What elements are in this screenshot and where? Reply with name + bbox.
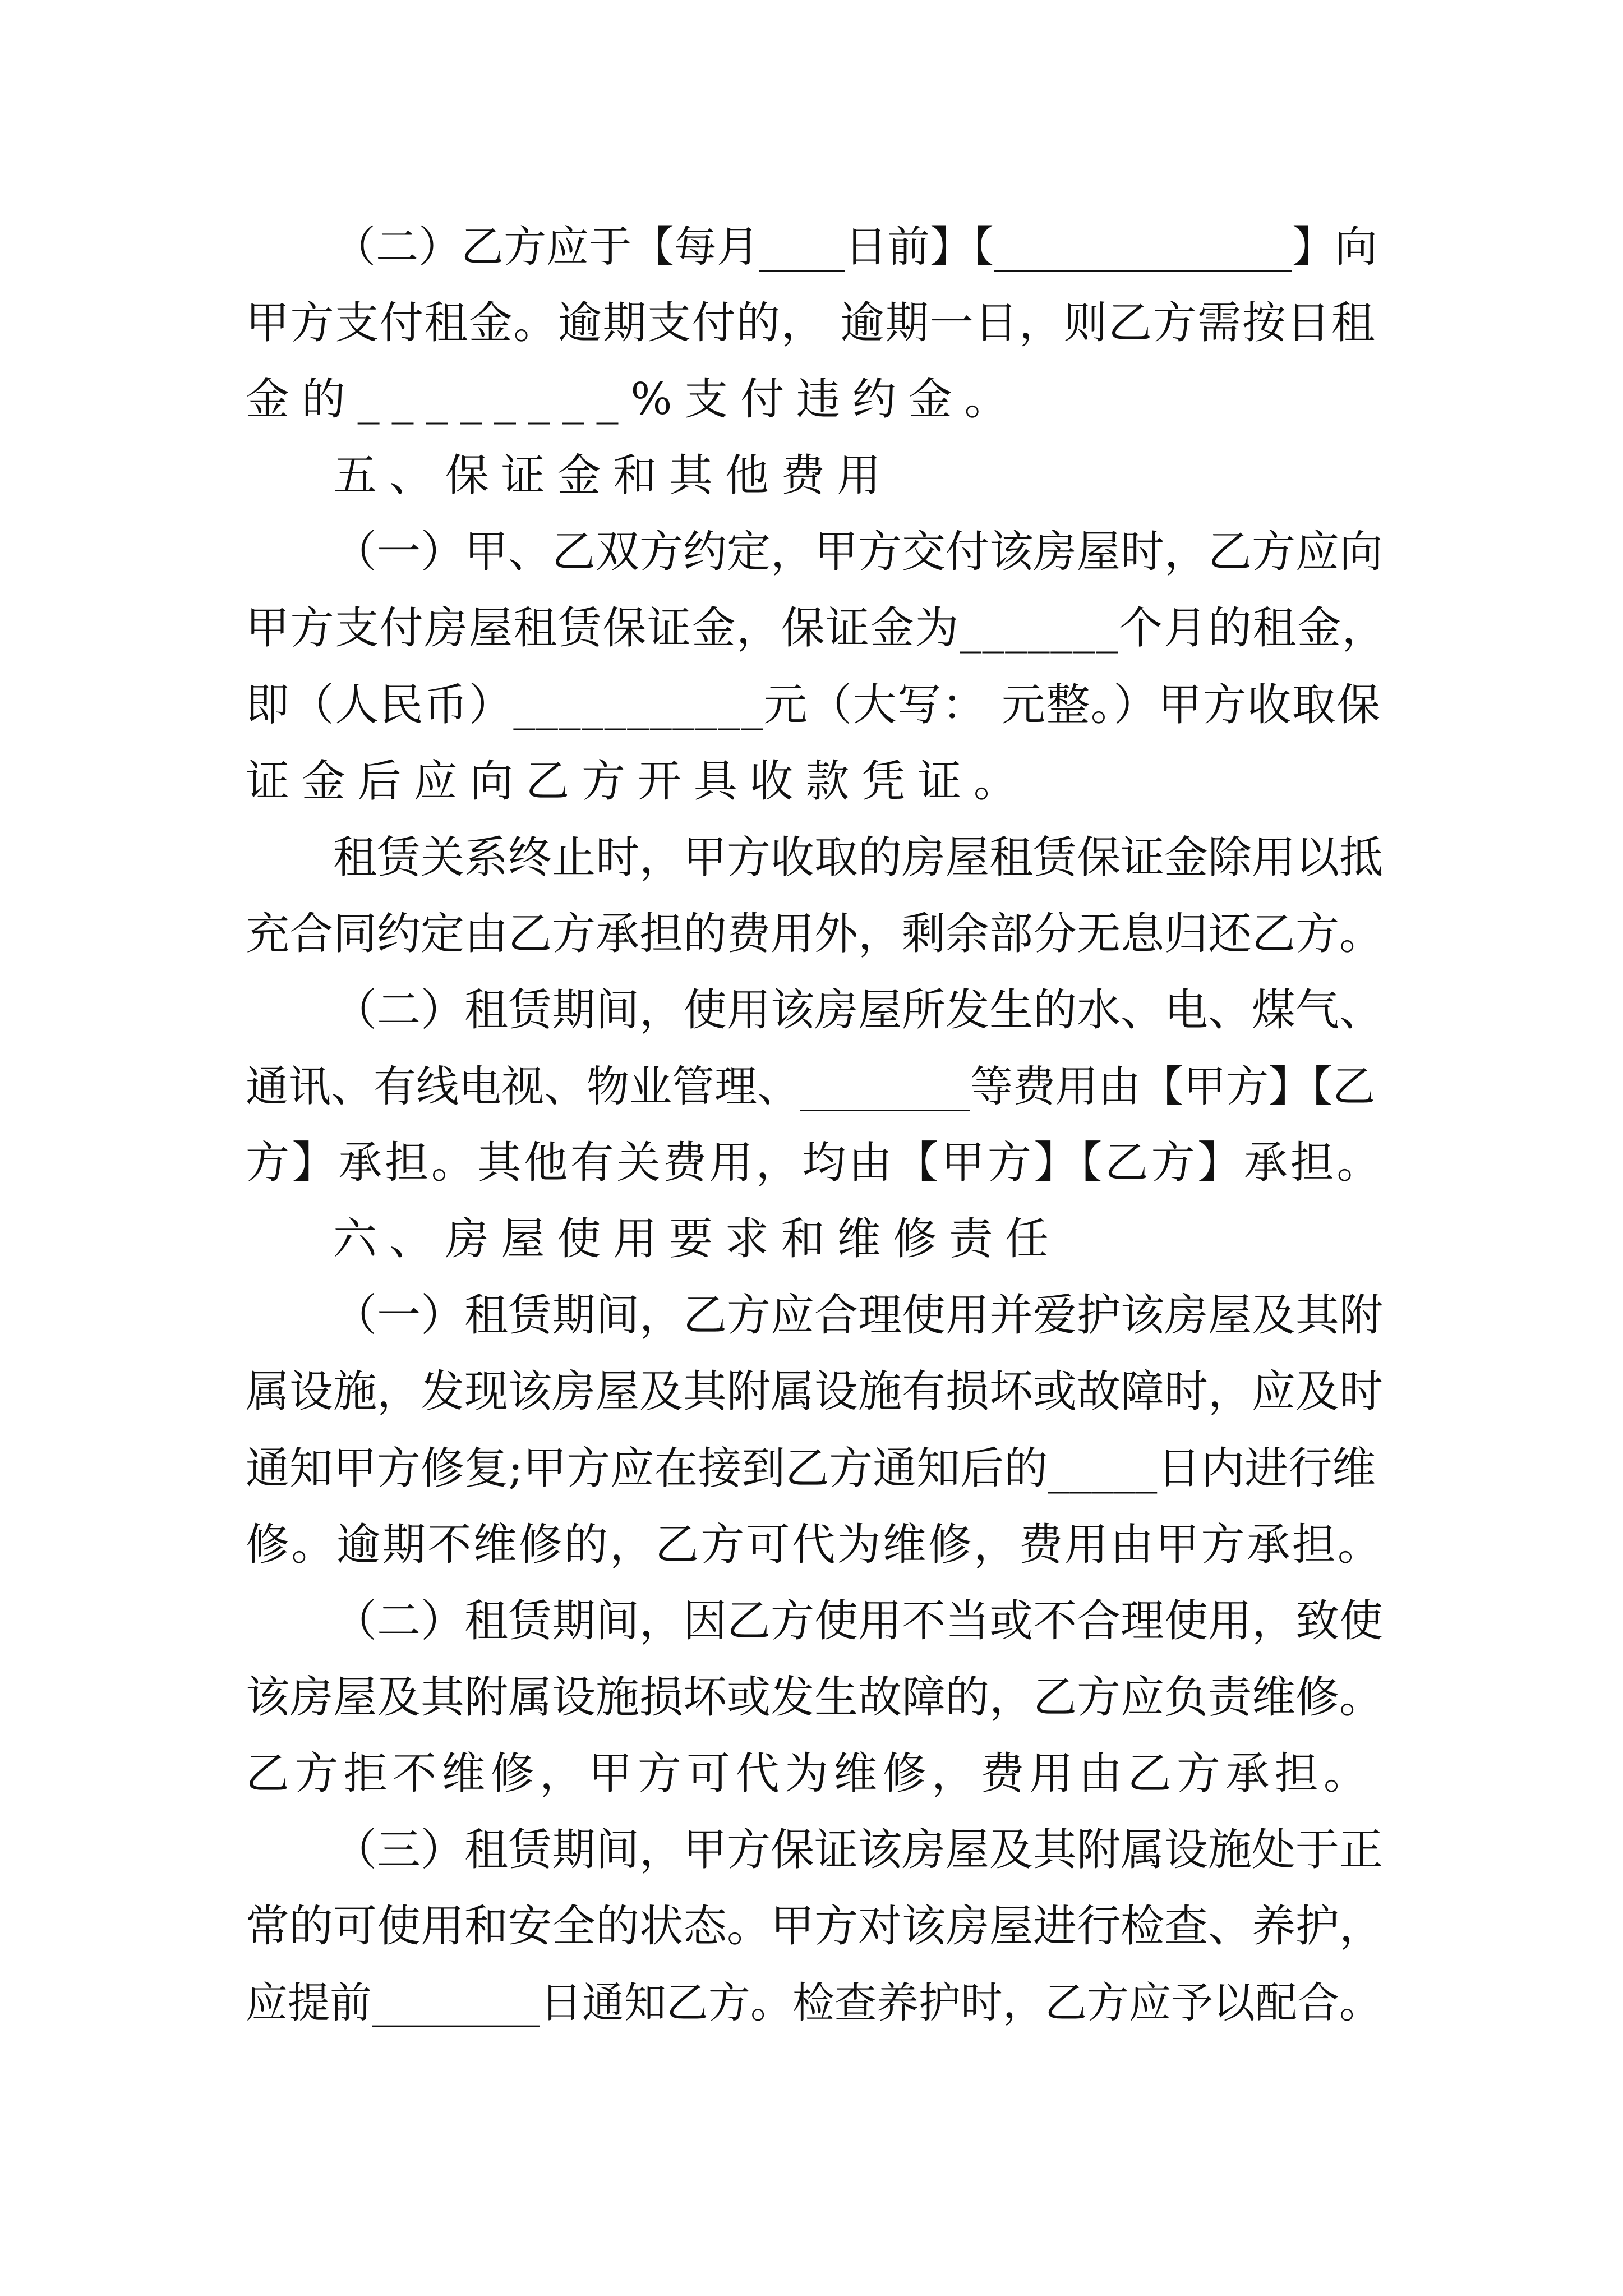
text-line: （三）租赁期间，甲方保证该房屋及其附属设施处于正 [333,1824,1384,1875]
document-body [246,209,1390,2041]
text-line: 属设施，发现该房屋及其附属设施有损坏或故障时，应及时 [246,1366,1384,1418]
text-line: 即（人民币）___________元（大写： 元整。）甲方收取保 [246,679,1381,730]
text-line: （二）租赁期间，因乙方使用不当或不合理使用，致使 [333,1595,1384,1646]
text-line: （一）租赁期间，乙方应合理使用并爱护该房屋及其附 [333,1290,1384,1341]
text-line: 通知甲方修复;甲方应在接到乙方通知后的_____日内进行维 [246,1443,1376,1494]
text-line: 修。逾期不维修的，乙方可代为维修，费用由甲方承担。 [246,1519,1384,1570]
text-line: （二）乙方应于【每月____日前】【______________】向 [333,222,1377,272]
text-line: （二）租赁期间，使用该房屋所发生的水、电、煤气、 [333,984,1384,1036]
text-line: 该房屋及其附属设施损坏或发生故障的，乙方应负责维修。 [246,1672,1384,1723]
text-line: 租赁关系终止时，甲方收取的房屋租赁保证金除用以抵 [333,832,1384,883]
text-line: 甲方支付房屋租赁保证金，保证金为_______个月的租金， [246,603,1387,654]
section-heading: 五、保证金和其他费用 [333,450,893,501]
text-line: 甲方支付租金。逾期支付的， 逾期一日，则乙方需按日租 [246,298,1376,349]
text-line: 证金后应向乙方开具收款凭证。 [246,756,1030,807]
text-line: 方】承担。其他有关费用，均由【甲方】【乙方】承担。 [246,1138,1384,1189]
text-line: 常的可使用和安全的状态。甲方对该房屋进行检查、养护， [246,1901,1384,1952]
text-line: 通讯、有线电视、物业管理、________等费用由【甲方】【乙 [246,1061,1375,1112]
section-heading: 六、房屋使用要求和维修责任 [333,1214,1061,1265]
text-line: 充合同约定由乙方承担的费用外，剩余部分无息归还乙方。 [246,908,1384,959]
text-line: 应提前________日通知乙方。检查养护时，乙方应予以配合。 [246,1978,1382,2028]
text-line: （一）甲、乙双方约定，甲方交付该房屋时，乙方应向 [333,527,1384,578]
text-line: 乙方拒不维修，甲方可代为维修，费用由乙方承担。 [246,1748,1373,1799]
text-line: 金的________%支付违约金。 [246,374,1021,425]
